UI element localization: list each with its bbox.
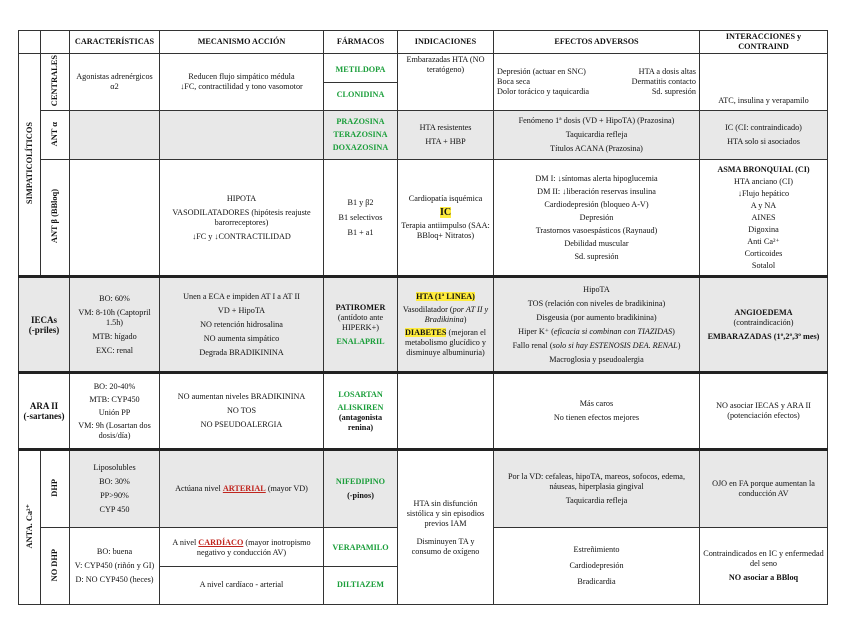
ant-beta-int-3: ↓Flujo hepático <box>737 188 790 198</box>
ant-beta-efectos <box>494 160 700 277</box>
iecas-mec-1: Unen a ECA e impiden AT I a AT II <box>183 291 300 301</box>
nodhp-car-3: D: NO CYP450 (heces) <box>75 575 154 585</box>
header-farmacos: FÁRMACOS <box>324 31 398 54</box>
centrales-efectos <box>494 54 700 111</box>
centrales-subgroup <box>41 54 70 111</box>
ara-far-3: (antagonista renina) <box>338 412 383 432</box>
dhp-mec: Actúana nivel ARTERIAL (mayor VD) <box>175 484 308 494</box>
header-indicaciones: INDICACIONES <box>398 31 494 54</box>
iecas-interacciones <box>700 277 828 373</box>
ant-alpha-int-2: HTA solo si asociados <box>727 137 800 147</box>
ant-beta-far-1: B1 y β2 <box>347 197 374 207</box>
dhp-far-2: (-pinos) <box>347 491 374 501</box>
ant-beta-far-2: B1 selectivos <box>338 212 383 222</box>
simpaticoliticos-group <box>19 54 41 277</box>
nodhp-car-1: BO: buena <box>96 547 133 557</box>
dhp-caracteristicas <box>70 450 160 528</box>
centrales-interacciones: ATC, insulina y verapamilo <box>700 54 828 111</box>
ant-beta-interacciones <box>700 160 828 277</box>
dhp-efectos <box>494 450 700 528</box>
dhp-label: DHP <box>50 478 59 497</box>
centrales-label: CENTRALES <box>50 55 59 107</box>
iecas-ind-4: (mejoran el metabolismo glucídico y disminuye albuminuria) <box>405 327 486 357</box>
centrales-mec-2: ↓FC, contractilidad y tono vasomotor <box>180 82 303 92</box>
ant-beta-label: ANT β (BBloq) <box>50 189 59 244</box>
iecas-label: IECAs <box>30 314 57 325</box>
ant-beta-int-9: Sotalol <box>751 260 776 270</box>
iecas-ef-6: Macroglosia y pseudoalergia <box>549 354 644 364</box>
drug-clonidina: CLONIDINA <box>336 89 385 99</box>
iecas-car-1: BO: 60% <box>99 293 130 303</box>
header-interacciones: INTERACCIONES y CONTRAIND <box>700 31 828 54</box>
ara-ef-2: No tienen efectos mejores <box>553 413 640 423</box>
drug-prazosina: PRAZOSINA <box>336 117 385 127</box>
ara-sublabel: (-sartanes) <box>23 411 65 422</box>
ara-label: ARA II <box>29 401 59 412</box>
centrales-farmacos <box>324 54 398 111</box>
ara-mec-3: NO PSEUDOALERGIA <box>200 420 283 430</box>
ara-car-3: Unión PP <box>98 407 131 417</box>
dhp-farmacos <box>324 450 398 528</box>
drug-diltiazem: DILTIAZEM <box>336 579 385 589</box>
iecas-ef-4: Hiper K⁺ (eficacia si combinan con TIAZIDAS) <box>518 326 675 336</box>
antca-indicaciones <box>398 450 494 605</box>
iecas-ind-2: Vasodilatador (por AT II y Bradikinina) <box>402 304 489 324</box>
ant-beta-int-8: Corticoides <box>744 248 783 258</box>
dhp-car-2: BO: 30% <box>99 477 130 487</box>
ant-beta-int-2: HTA anciano (CI) <box>734 176 793 186</box>
iecas-indicaciones <box>398 277 494 373</box>
dhp-interacciones: OJO en FA porque aumentan la conducción AV <box>700 450 828 528</box>
ant-alpha-int-1: IC (CI: contraindicado) <box>725 123 802 133</box>
iecas-int-3: EMBARAZADAS (1º,2º,3º mes) <box>707 331 820 341</box>
ara-car-1: BO: 20-40% <box>93 381 136 391</box>
ant-alpha-farmacos <box>324 111 398 160</box>
centrales-ef-4: HTA a dosis altas <box>638 67 696 77</box>
iecas-ef-5: Fallo renal (solo si hay ESTENOSIS DEA. RENAL) <box>512 340 681 350</box>
nodhp-farmacos <box>324 528 398 605</box>
antca-ind-1: HTA sin disfunción sistólica y sin episodios previos IAM <box>406 498 485 528</box>
ara-farmacos <box>324 373 398 450</box>
nodhp-subgroup <box>41 528 70 605</box>
ant-beta-int-7: Anti Ca²⁺ <box>747 236 780 246</box>
header-caracteristicas: CARACTERÍSTICAS <box>70 31 160 54</box>
centrales-indicacion: Embarazadas HTA (NO teratógeno) <box>398 54 494 111</box>
iecas-sublabel: (-priles) <box>28 324 60 335</box>
iecas-ind-1: HTA (1ª LINEA) <box>416 291 475 301</box>
centrales-ef-3: Dolor torácico y taquicardia <box>497 87 590 97</box>
header-mecanismo: MECANISMO ACCIÓN <box>160 31 324 54</box>
iecas-far-2: (antídoto ante HIPERK+) <box>337 312 384 332</box>
iecas-group <box>19 277 70 373</box>
ant-beta-mec-1: HIPOTA <box>226 193 257 203</box>
centrales-ef-5: Dermatitis contacto <box>631 77 696 87</box>
centrales-caracteristicas: Agonistas adrenérgicos α2 <box>70 54 160 111</box>
iecas-ef-3: Disgeusia (por aumento bradikinina) <box>536 312 657 322</box>
nodhp-efectos <box>494 528 700 605</box>
centrales-ef-1: Depresión (actuar en SNC) <box>497 67 586 77</box>
ara-int-1: NO asociar IECAS y ARA II <box>716 401 811 411</box>
ant-alpha-label: ANT α <box>50 121 59 146</box>
ant-beta-ind-3: Terapia antiimpulso (SAA: BBloq+ Nitratos) <box>401 221 490 241</box>
ant-beta-ef-5: Trastornos vasoespásticos (Raynaud) <box>535 225 658 235</box>
drug-nifedipino: NIFEDIPINO <box>335 477 386 487</box>
iecas-ind-3: DIABETES <box>405 327 447 337</box>
nodhp-ef-3: Bradicardia <box>577 577 616 587</box>
ant-beta-mec-2: VASODILATADORES <box>172 207 250 217</box>
iecas-car-2: VM: 8-10h (Captopril 1.5h) <box>78 307 151 327</box>
ant-beta-ef-1: DM I: ↓síntomas alerta hipoglucemia <box>535 173 658 183</box>
centrales-ef-2: Boca seca <box>497 77 530 87</box>
ant-beta-ef-3: Cardiodepresión (bloqueo A-V) <box>544 199 649 209</box>
nodhp-caracteristicas <box>70 528 160 605</box>
iecas-mec-4: NO aumenta simpático <box>203 333 280 343</box>
ant-beta-int-6: Digoxina <box>748 224 779 234</box>
ant-alpha-ef-2: Taquicardia refleja <box>565 130 628 140</box>
ara-ef-1: Más caros <box>579 399 614 409</box>
nodhp-label: NO DHP <box>50 548 59 581</box>
ant-alpha-ind-2: HTA + HBP <box>425 137 466 147</box>
ant-beta-farmacos <box>324 160 398 277</box>
ara-indicaciones <box>398 373 494 450</box>
ant-beta-int-5: AINES <box>751 212 776 222</box>
nodhp-ef-1: Estreñimiento <box>573 545 620 555</box>
iecas-mec-3: NO retención hidrosalina <box>200 319 283 329</box>
dhp-ef-2: Taquicardia refleja <box>565 496 628 506</box>
ant-beta-ef-6: Debilidad muscular <box>564 238 629 248</box>
ara-mecanismo <box>160 373 324 450</box>
ara-group <box>19 373 70 450</box>
ant-alpha-efectos <box>494 111 700 160</box>
header-empty-2 <box>41 31 70 54</box>
iecas-mec-2: VD + HipoTA <box>217 305 266 315</box>
ant-beta-subgroup <box>41 160 70 277</box>
iecas-int-2: (contraindicación) <box>733 317 794 327</box>
ara-interacciones <box>700 373 828 450</box>
dhp-car-4: CYP 450 <box>99 505 130 515</box>
ant-alpha-ef-1: Fenómeno 1ª dosis (VD + HipoTA) (Prazosina) <box>518 116 675 126</box>
drug-doxazosina: DOXAZOSINA <box>332 143 389 153</box>
nodhp-interacciones <box>700 528 828 605</box>
ant-beta-far-3: B1 + a1 <box>347 227 374 237</box>
iecas-car-3: MTB: hígado <box>92 331 137 341</box>
centrales-ef-6: Sd. supresión <box>651 87 696 97</box>
iecas-caracteristicas <box>70 277 160 373</box>
nodhp-car-2: V: CYP450 (riñón y GI) <box>74 561 155 571</box>
dhp-subgroup <box>41 450 70 528</box>
drug-metildopa: METILDOPA <box>324 58 397 83</box>
ara-car-4: VM: 9h (Losartan dos dosis/día) <box>78 420 151 440</box>
ara-mec-1: NO aumentan niveles BRADIKININA <box>177 392 306 402</box>
simpaticoliticos-label: SIMPATICOLÍTICOS <box>24 122 34 205</box>
dhp-car-1: Liposolubles <box>93 463 136 473</box>
iecas-ef-1: HipoTA <box>583 284 610 294</box>
pharmacology-table <box>18 30 828 605</box>
ant-alpha-subgroup <box>41 111 70 160</box>
drug-enalapril: ENALAPRIL <box>336 336 385 346</box>
nodhp-mec-2: A nivel cardíaco - arterial <box>199 579 284 589</box>
ant-beta-ef-7: Sd. supresión <box>574 251 619 261</box>
iecas-farmacos <box>324 277 398 373</box>
ant-alpha-ind-1: HTA resistentes <box>419 123 472 133</box>
iecas-int-1: ANGIOEDEMA <box>734 307 793 317</box>
antca-label: ANTA. Ca²⁺ <box>24 503 34 549</box>
ant-alpha-caracteristicas <box>70 111 160 160</box>
ara-int-2: (potenciación efectos) <box>727 411 800 421</box>
header-empty <box>19 31 41 54</box>
ant-beta-mec-4: ↓FC y ↓CONTRACTILIDAD <box>192 231 291 241</box>
ant-beta-ef-4: Depresión <box>579 212 614 222</box>
ara-caracteristicas <box>70 373 160 450</box>
centrales-mec-1: Reducen flujo simpático médula <box>188 72 295 82</box>
antca-group <box>19 450 41 605</box>
ara-efectos <box>494 373 700 450</box>
iecas-efectos <box>494 277 700 373</box>
centrales-mecanismo <box>160 54 324 111</box>
iecas-mec-5: Degrada BRADIKININA <box>199 347 284 357</box>
drug-terazosina: TERAZOSINA <box>333 130 388 140</box>
ant-beta-ef-2: DM II: ↓liberación reservas insulina <box>537 186 656 196</box>
ant-beta-ind-2: IC <box>439 207 452 219</box>
ant-alpha-indicaciones <box>398 111 494 160</box>
header-efectos: EFECTOS ADVERSOS <box>494 31 700 54</box>
ant-beta-mec-3: (hipótesis reajuste barorreceptores) <box>214 207 311 227</box>
antca-ind-2: Disminuyen TA y consumo de oxígeno <box>411 536 480 556</box>
drug-verapamilo: VERAPAMILO <box>324 530 397 567</box>
drug-patiromer: PATIROMER <box>335 302 386 312</box>
nodhp-int-1: Contraindicados en IC y enfermedad del seno <box>703 549 824 569</box>
ant-alpha-mecanismo <box>160 111 324 160</box>
ara-mec-2: NO TOS <box>226 406 257 416</box>
ara-car-2: MTB: CYP450 <box>89 394 140 404</box>
ant-beta-indicaciones <box>398 160 494 277</box>
ant-alpha-interacciones <box>700 111 828 160</box>
iecas-mecanismo <box>160 277 324 373</box>
dhp-car-3: PP>90% <box>100 491 129 501</box>
nodhp-int-2: NO asociar a BBloq <box>728 573 799 583</box>
drug-aliskiren: ALISKIREN <box>337 402 384 412</box>
ant-beta-ind-1: Cardiopatía isquémica <box>408 194 483 204</box>
nodhp-ef-2: Cardiodepresión <box>569 561 624 571</box>
nodhp-mec-1: A nivel CARDÍACO (mayor inotropismo negativo y conducción AV) <box>160 530 323 567</box>
iecas-ef-2: TOS (relación con niveles de bradikinina) <box>527 298 666 308</box>
ant-beta-caracteristicas <box>70 160 160 277</box>
dhp-mecanismo <box>160 450 324 528</box>
dhp-ef-1: Por la VD: cefaleas, hipoTA, mareos, sofocos, edema, náuseas, hiperplasia gingival <box>508 472 685 492</box>
iecas-car-4: EXC: renal <box>95 345 134 355</box>
drug-losartan: LOSARTAN <box>338 389 383 399</box>
ant-beta-mecanismo <box>160 160 324 277</box>
nodhp-mecanismo <box>160 528 324 605</box>
ant-beta-int-1: ASMA BRONQUIAL (CI) <box>717 164 810 174</box>
ant-beta-int-4: A y NA <box>750 200 777 210</box>
ant-alpha-ef-3: Títulos ACANA (Prazosina) <box>550 144 643 154</box>
